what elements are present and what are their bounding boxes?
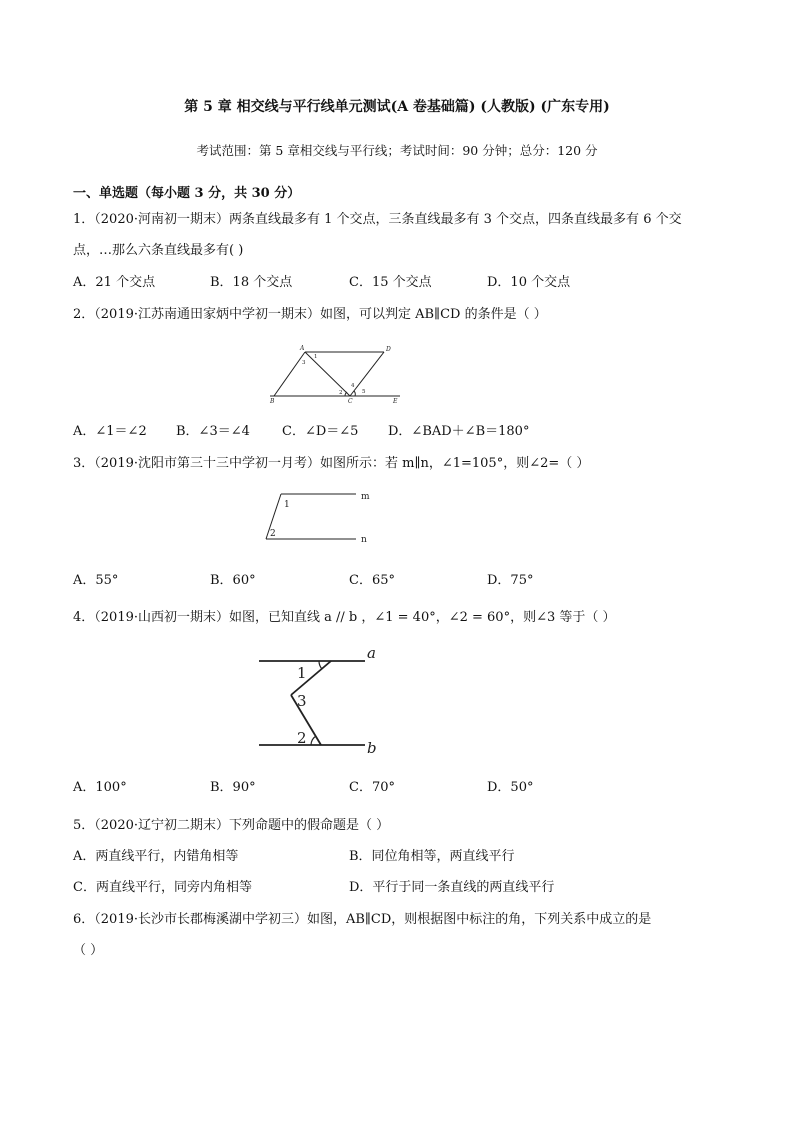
q2-label-d: D <box>386 346 391 353</box>
exam-info: 考试范围：第 5 章相交线与平行线；考试时间：90 分钟；总分：120 分 <box>196 143 598 158</box>
q2-option-b: B．∠3＝∠4 <box>176 424 250 439</box>
question-6-text: 6．（2019·长沙市长郡梅溪湖中学初三）如图，AB∥CD，则根据图中标注的角，下列关系中成立的是 <box>73 912 652 927</box>
q3-angle-1: 1 <box>284 500 290 510</box>
question-3-text: 3．（2019·沈阳市第三十三中学初一月考）如图所示：若 m∥n，∠1=105°，则∠2=（ ） <box>73 456 590 471</box>
q2-angle-1: 1 <box>314 354 318 360</box>
question-6-text-cont: （ ） <box>73 943 104 958</box>
q1-option-a: A．21 个交点 <box>73 275 156 290</box>
q3-option-c: C．65° <box>349 573 395 588</box>
q3-option-a: A．55° <box>73 573 119 588</box>
q1-option-b: B．18 个交点 <box>210 275 293 290</box>
q5-option-b: B．同位角相等，两直线平行 <box>349 849 515 864</box>
q3-angle-2: 2 <box>270 529 276 539</box>
q2-label-c: C <box>348 398 353 405</box>
q5-option-a: A．两直线平行，内错角相等 <box>73 849 239 864</box>
q4-label-a: a <box>367 644 376 662</box>
q3-label-m: m <box>361 492 370 502</box>
q4-angle-3: 3 <box>297 692 307 710</box>
q2-label-a: A <box>300 345 305 352</box>
q4-label-b: b <box>367 739 377 757</box>
q5-option-d: D．平行于同一条直线的两直线平行 <box>349 880 555 895</box>
question-5-text: 5．（2020·辽宁初二期末）下列命题中的假命题是（ ） <box>73 818 390 833</box>
q4-option-d: D．50° <box>487 780 534 795</box>
q2-option-d: D．∠BAD＋∠B＝180° <box>388 424 530 439</box>
q3-option-b: B．60° <box>210 573 256 588</box>
q1-option-d: D．10 个交点 <box>487 275 571 290</box>
q4-option-b: B．90° <box>210 780 256 795</box>
q2-option-a: A．∠1＝∠2 <box>73 424 147 439</box>
q4-option-a: A．100° <box>73 780 127 795</box>
q2-label-b: B <box>270 398 275 405</box>
q5-option-c: C．两直线平行，同旁内角相等 <box>73 880 252 895</box>
q3-option-d: D．75° <box>487 573 534 588</box>
question-1-text-cont: 点，…那么六条直线最多有( ) <box>73 243 244 258</box>
q2-figure-trapezoid <box>266 342 406 406</box>
q2-angle-2: 2 <box>339 390 343 396</box>
q3-label-n: n <box>361 535 367 545</box>
q4-option-c: C．70° <box>349 780 395 795</box>
q4-angle-1: 1 <box>297 664 307 682</box>
q2-label-e: E <box>393 398 398 405</box>
q4-figure-zigzag <box>255 645 385 760</box>
q1-option-c: C．15 个交点 <box>349 275 432 290</box>
question-1-text: 1．（2020·河南初一期末）两条直线最多有 1 个交点，三条直线最多有 3 个交点，四条直线最多有 6 个交 <box>73 212 682 227</box>
q2-angle-5: 5 <box>362 389 366 395</box>
q2-option-c: C．∠D＝∠5 <box>282 424 359 439</box>
page-title: 第 5 章 相交线与平行线单元测试(A 卷基础篇) (人教版) (广东专用) <box>184 99 610 115</box>
q2-angle-3: 3 <box>302 360 306 366</box>
q4-angle-2: 2 <box>297 729 307 747</box>
question-2-text: 2．（2019·江苏南通田家炳中学初一期末）如图，可以判定 AB∥CD 的条件是（ ） <box>73 307 547 322</box>
question-4-text: 4．（2019·山西初一期末）如图，已知直线 a // b ，∠1 = 40°，∠2 = 60°，则∠3 等于（ ） <box>73 610 616 625</box>
q2-angle-4: 4 <box>351 383 355 389</box>
q3-figure-parallel-lines <box>262 486 382 548</box>
section-heading: 一、单选题（每小题 3 分，共 30 分） <box>73 186 301 201</box>
